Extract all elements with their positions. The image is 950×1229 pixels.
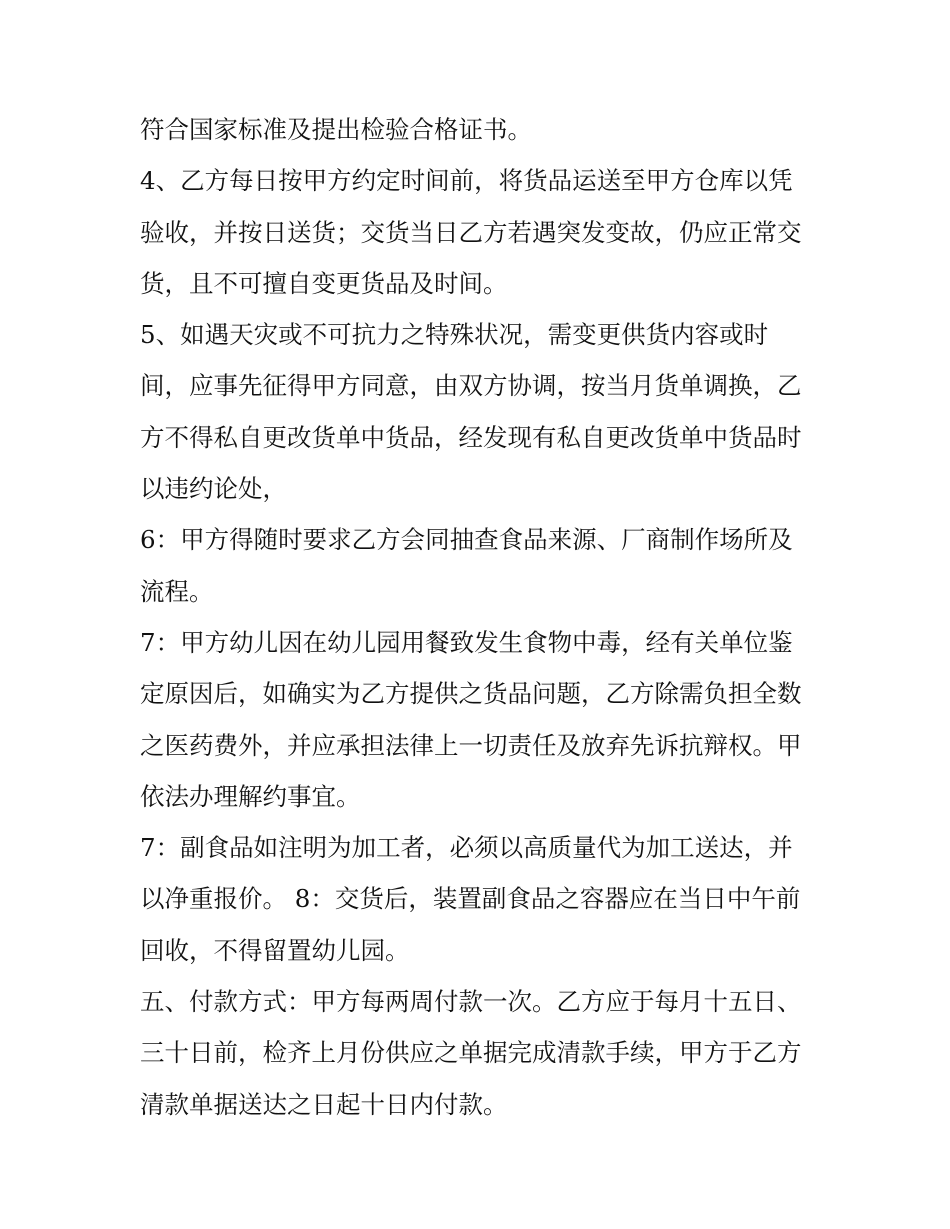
text-line: 间，应事先征得甲方同意，由双方协调，按当月货单调换，乙	[140, 371, 802, 401]
text-line: 以净重报价。 8：交货后，装置副食品之容器应在当日中午前	[140, 884, 801, 914]
text-line: 之医药费外，并应承担法律上一切责任及放弃先诉抗辩权。甲	[140, 730, 802, 760]
text-line: 货，且不可擅自变更货品及时间。	[140, 268, 508, 298]
text-line: 7：副食品如注明为加工者，必须以高质量代为加工送达，并	[140, 833, 793, 863]
text-line: 三十日前，检齐上月份供应之单据完成清款手续，甲方于乙方	[140, 1038, 802, 1068]
text-line: 流程。	[140, 576, 214, 606]
text-line: 定原因后，如确实为乙方提供之货品问题，乙方除需负担全数	[140, 679, 802, 709]
text-line: 以违约论处，	[140, 474, 287, 504]
text-line: 4、乙方每日按甲方约定时间前，将货品运送至甲方仓库以凭	[140, 166, 793, 196]
text-line: 5、如遇天灾或不可抗力之特殊状况，需变更供货内容或时	[140, 320, 769, 350]
text-line: 6：甲方得随时要求乙方会同抽查食品来源、厂商制作场所及	[140, 525, 793, 555]
text-line: 验收，并按日送货；交货当日乙方若遇突发变故，仍应正常交	[140, 217, 802, 247]
text-line: 方不得私自更改货单中货品，经发现有私自更改货单中货品时	[140, 422, 802, 452]
text-line: 清款单据送达之日起十日内付款。	[140, 1089, 508, 1119]
text-line: 符合国家标准及提出检验合格证书。	[140, 115, 532, 144]
text-line: 回收，不得留置幼儿园。	[140, 935, 410, 965]
document-body	[140, 104, 830, 1130]
text-line: 依法办理解约事宜。	[140, 781, 361, 811]
text-line: 7：甲方幼儿因在幼儿园用餐致发生食物中毒，经有关单位鉴	[140, 627, 793, 657]
text-line: 五、付款方式：甲方每两周付款一次。乙方应于每月十五日、	[140, 987, 802, 1017]
